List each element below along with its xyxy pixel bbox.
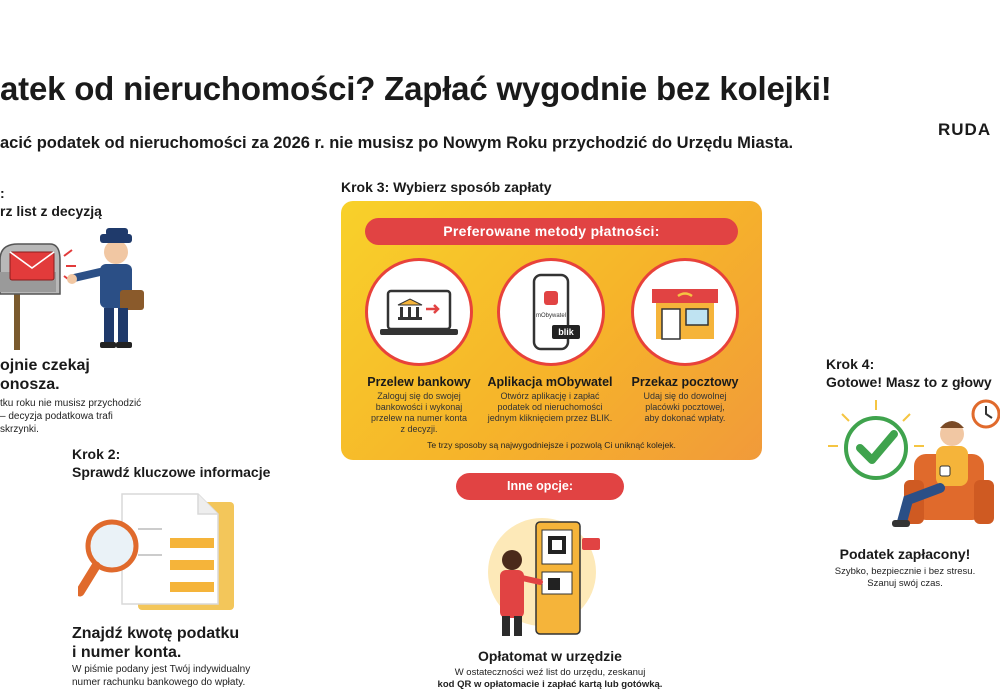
blik-label: blik — [558, 327, 574, 337]
step4-heading-block — [826, 355, 992, 391]
phone-label: mObywatel — [535, 313, 567, 319]
step2-heading: Sprawdź kluczowe informacje — [72, 464, 271, 480]
step2-desc-line2: numer rachunku bankowego do wpłaty. — [72, 677, 246, 688]
mobywatel-circle — [497, 258, 605, 366]
step1-desc-line3: skrzynki. — [0, 424, 39, 435]
method-bank-desc-line: przelew na numer konta — [370, 413, 468, 423]
document-magnifier-illustration — [78, 488, 258, 614]
method-mobywatel-desc-line: jednym kliknięciem przez BLIK. — [487, 413, 613, 423]
method-mobywatel-desc — [480, 391, 620, 424]
step1-description — [0, 397, 141, 436]
step4-desc-line1: Szybko, bezpiecznie i bez stresu. — [834, 566, 976, 577]
method-postal-desc — [618, 391, 752, 424]
laptop-bank-icon — [368, 261, 470, 363]
step1-label: : — [0, 185, 5, 201]
method-postal-desc-line: placówki pocztowej, — [645, 402, 725, 412]
step1-heading: rz list z decyzją — [0, 203, 102, 219]
page-title: atek od nieruchomości? Zapłać wygodnie bez kolejki! — [0, 70, 832, 107]
method-bank-desc-line: Zaloguj się do swojej — [377, 391, 461, 401]
kiosk-description — [340, 667, 760, 691]
step2-description — [72, 663, 250, 689]
post-office-icon — [634, 261, 736, 363]
method-bank-desc-line: z decyzji. — [400, 424, 438, 434]
step1-desc-line2: – decyzja podatkowa trafi — [0, 411, 113, 422]
step4-description — [810, 566, 1000, 590]
step2-desc-line1: W piśmie podany jest Twój indywidualny — [72, 664, 251, 675]
phone-app-icon — [500, 261, 602, 363]
mailbox-postman-illustration — [0, 222, 160, 352]
postal-circle — [631, 258, 739, 366]
step2-caption — [72, 624, 239, 662]
step4-heading: Gotowe! Masz to z głowy — [826, 374, 992, 390]
other-options-banner: Inne opcje: — [456, 473, 624, 500]
preferred-methods-banner: Preferowane metody płatności: — [365, 218, 738, 245]
kiosk-desc-line1: W ostateczności weź list do urzędu, zeskanuj — [454, 667, 646, 678]
bank-transfer-circle — [365, 258, 473, 366]
city-logo: RUDA — [938, 120, 992, 139]
method-bank-desc — [352, 391, 486, 435]
method-postal-title: Przekaz pocztowy — [631, 375, 739, 389]
step1-caption — [0, 356, 90, 394]
kiosk-desc-bold: kod QR w opłatomacie i zapłać kartą lub gotówką. — [437, 679, 663, 690]
method-postal-desc-line: aby dokonać wpłaty. — [644, 413, 726, 423]
step4-desc-line2: Szanuj swój czas. — [867, 578, 943, 589]
step4-caption: Podatek zapłacony! — [839, 546, 971, 562]
step2-caption-line2: i numer konta. — [72, 644, 182, 661]
step1-caption-line2: onosza. — [0, 376, 60, 393]
kiosk-illustration — [478, 512, 608, 642]
step4-label: Krok 4: — [826, 356, 875, 372]
step2-label: Krok 2: — [72, 446, 121, 462]
method-mobywatel-desc-line: podatek od nieruchomości — [497, 402, 603, 412]
method-mobywatel-desc-line: Otwórz aplikację i zapłać — [500, 391, 600, 401]
step3-label: Krok 3: Wybierz sposób zapłaty — [341, 179, 552, 195]
step1-caption-line1: ojnie czekaj — [0, 357, 90, 374]
kiosk-title: Opłatomat w urzędzie — [478, 648, 622, 664]
page-subtitle: acić podatek od nieruchomości za 2026 r. nie musisz po Nowym Roku przychodzić do Urzędu Miasta. — [0, 134, 794, 152]
method-postal-desc-line: Udaj się do dowolnej — [643, 391, 727, 401]
kiosk-desc-line2 — [340, 679, 760, 691]
step1-desc-line1: tku roku nie musisz przychodzić — [0, 398, 142, 409]
methods-footer-note: Te trzy sposoby są najwygodniejsze i pozwolą Ci uniknąć kolejek. — [427, 440, 676, 450]
relaxed-person-illustration — [822, 396, 1000, 538]
method-bank-title: Przelew bankowy — [367, 375, 471, 389]
step2-caption-line1: Znajdź kwotę podatku — [72, 625, 240, 642]
method-bank-desc-line: bankowości i wykonaj — [375, 402, 463, 412]
method-mobywatel-title: Aplikacja mObywatel — [487, 375, 613, 389]
